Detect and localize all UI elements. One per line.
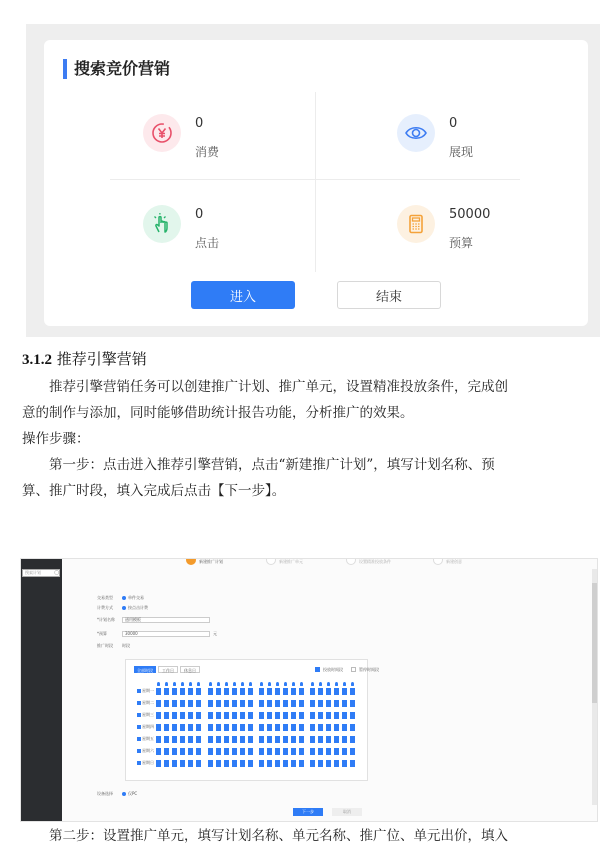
hour-cell[interactable]	[334, 688, 339, 695]
hour-cell[interactable]	[318, 760, 323, 767]
hour-cell[interactable]	[342, 748, 347, 755]
step-1-label: 新建推广计划	[199, 559, 223, 564]
hour-cell[interactable]	[291, 748, 296, 755]
hour-bulb-icon	[276, 682, 279, 686]
schedule-grid	[125, 659, 379, 781]
hour-cell[interactable]	[216, 724, 221, 731]
hour-bulb-icon	[173, 682, 176, 686]
hour-cell[interactable]	[224, 760, 229, 767]
hour-cell[interactable]	[342, 724, 347, 731]
hour-cell[interactable]	[291, 760, 296, 767]
hour-cell[interactable]	[283, 688, 288, 695]
hour-cell[interactable]	[216, 688, 221, 695]
hour-cell[interactable]	[310, 688, 315, 695]
hour-cell[interactable]	[334, 736, 339, 743]
hour-cell[interactable]	[164, 748, 169, 755]
hour-cell[interactable]	[196, 760, 201, 767]
eye-icon	[397, 114, 435, 152]
hour-cell[interactable]	[342, 688, 347, 695]
hour-cell[interactable]	[196, 724, 201, 731]
hour-cell[interactable]	[326, 688, 331, 695]
step-3-dot	[346, 558, 356, 565]
step1-line1: 第一步：点击进入推荐引擎营销，点击“新建推广计划”，填写计划名称、预	[49, 457, 495, 473]
hour-bulb-icon	[311, 682, 314, 686]
hour-cell[interactable]	[318, 688, 323, 695]
search-icon[interactable]: ○	[54, 569, 60, 576]
device-label: 设备选择	[97, 791, 113, 796]
day-checkbox[interactable]	[137, 713, 141, 717]
hour-cell[interactable]	[164, 760, 169, 767]
hour-bulb-icon	[217, 682, 220, 686]
hour-cell[interactable]	[240, 700, 245, 707]
budget-label: *预算	[97, 631, 107, 636]
hour-cell[interactable]	[275, 748, 280, 755]
horizontal-divider	[110, 179, 520, 180]
hour-cell[interactable]	[267, 736, 272, 743]
clicks-label: 点击	[195, 236, 220, 250]
hour-bulb-icon	[249, 682, 252, 686]
end-button[interactable]: 结束	[337, 281, 441, 309]
hour-cell[interactable]	[232, 760, 237, 767]
hour-cell[interactable]	[299, 748, 304, 755]
hour-cell[interactable]	[172, 736, 177, 743]
hour-cell[interactable]	[240, 724, 245, 731]
hour-cell[interactable]	[334, 724, 339, 731]
hour-cell[interactable]	[291, 712, 296, 719]
hour-cell[interactable]	[164, 688, 169, 695]
hour-cell[interactable]	[326, 700, 331, 707]
hour-cell[interactable]	[350, 760, 355, 767]
enter-button[interactable]: 进入	[191, 281, 295, 309]
hour-bulb-icon	[268, 682, 271, 686]
hour-bulb-icon	[343, 682, 346, 686]
hour-cell[interactable]	[196, 736, 201, 743]
budget-label: 预算	[449, 236, 474, 250]
hour-cell[interactable]	[224, 700, 229, 707]
hour-cell[interactable]	[299, 724, 304, 731]
hour-cell[interactable]	[164, 724, 169, 731]
hour-bulb-icon	[284, 682, 287, 686]
steps-label: 操作步骤：	[22, 431, 90, 447]
hour-cell[interactable]	[172, 700, 177, 707]
hour-cell[interactable]	[275, 736, 280, 743]
hour-cell[interactable]	[350, 688, 355, 695]
budget-value: 50000	[449, 207, 491, 222]
hour-cell[interactable]	[326, 736, 331, 743]
hour-cell[interactable]	[196, 688, 201, 695]
sidebar	[21, 559, 62, 822]
hour-cell[interactable]	[240, 736, 245, 743]
hour-cell[interactable]	[350, 748, 355, 755]
hour-cell[interactable]	[318, 748, 323, 755]
trade-type-radio[interactable]	[122, 596, 126, 600]
plan-name-input[interactable]: 通用模板	[122, 617, 210, 623]
hour-cell[interactable]	[259, 760, 264, 767]
hour-cell[interactable]	[156, 688, 161, 695]
budget-unit: 元	[213, 631, 217, 636]
hour-cell[interactable]	[275, 724, 280, 731]
trade-type-value: 单件交易	[128, 595, 144, 600]
search-bidding-card	[44, 40, 588, 326]
hour-cell[interactable]	[232, 700, 237, 707]
hour-cell[interactable]	[208, 760, 213, 767]
hour-cell[interactable]	[299, 736, 304, 743]
hour-cell[interactable]	[224, 736, 229, 743]
hour-cell[interactable]	[326, 712, 331, 719]
hour-cell[interactable]	[326, 760, 331, 767]
hour-cell[interactable]	[342, 712, 347, 719]
hour-cell[interactable]	[188, 700, 193, 707]
hour-cell[interactable]	[275, 688, 280, 695]
hour-cell[interactable]	[232, 748, 237, 755]
hour-cell[interactable]	[240, 760, 245, 767]
hour-cell[interactable]	[196, 748, 201, 755]
section-heading	[22, 349, 147, 370]
hour-cell[interactable]	[267, 700, 272, 707]
hour-bulb-icon	[292, 682, 295, 686]
hour-bulb-icon	[327, 682, 330, 686]
hand-icon	[143, 205, 181, 243]
hour-cell[interactable]	[232, 688, 237, 695]
hour-cell[interactable]	[334, 748, 339, 755]
legend-off-label: 暂停时间段	[359, 667, 379, 672]
day-label: 星期五	[142, 736, 154, 741]
hour-cell[interactable]	[299, 760, 304, 767]
hour-cell[interactable]	[299, 712, 304, 719]
hour-cell[interactable]	[291, 736, 296, 743]
hour-cell[interactable]	[350, 700, 355, 707]
billing-radio[interactable]	[122, 606, 126, 610]
step-1-dot	[186, 558, 196, 565]
hour-cell[interactable]	[232, 724, 237, 731]
hour-cell[interactable]	[240, 688, 245, 695]
hour-cell[interactable]	[283, 748, 288, 755]
hour-cell[interactable]	[310, 700, 315, 707]
hour-cell[interactable]	[224, 712, 229, 719]
cancel-button[interactable]: 取消	[332, 808, 362, 816]
hour-cell[interactable]	[299, 700, 304, 707]
hour-cell[interactable]	[291, 688, 296, 695]
hour-cell[interactable]	[283, 760, 288, 767]
hour-bulb-icon	[209, 682, 212, 686]
hour-cell[interactable]	[259, 712, 264, 719]
day-label: 星期四	[142, 724, 154, 729]
hour-cell[interactable]	[180, 724, 185, 731]
hour-bulb-icon	[181, 682, 184, 686]
day-label: 星期日	[142, 760, 154, 765]
hour-cell[interactable]	[156, 760, 161, 767]
hour-cell[interactable]	[310, 760, 315, 767]
vertical-divider	[315, 92, 316, 272]
hour-cell[interactable]	[172, 748, 177, 755]
step2-line1: 第二步：设置推广单元，填写计划名称、单元名称、推广位、单元出价，填入	[49, 828, 508, 844]
hour-bulb-icon	[165, 682, 168, 686]
spend-label: 消费	[195, 145, 220, 159]
hour-bulb-icon	[300, 682, 303, 686]
hour-cell[interactable]	[259, 736, 264, 743]
hour-cell[interactable]	[248, 760, 253, 767]
hour-cell[interactable]	[267, 688, 272, 695]
hour-cell[interactable]	[267, 760, 272, 767]
hour-cell[interactable]	[267, 748, 272, 755]
step-4-label: 新建创意	[446, 559, 462, 564]
hour-cell[interactable]	[180, 748, 185, 755]
hour-cell[interactable]	[259, 748, 264, 755]
hour-cell[interactable]	[156, 712, 161, 719]
hour-cell[interactable]	[156, 724, 161, 731]
hour-cell[interactable]	[188, 760, 193, 767]
hour-cell[interactable]	[342, 736, 347, 743]
legend-on-label: 投放时间段	[323, 667, 343, 672]
hour-cell[interactable]	[196, 700, 201, 707]
impressions-label: 展现	[449, 145, 474, 159]
hour-cell[interactable]	[172, 760, 177, 767]
hour-cell[interactable]	[208, 688, 213, 695]
hour-cell[interactable]	[208, 736, 213, 743]
hour-bulb-icon	[319, 682, 322, 686]
hour-cell[interactable]	[350, 712, 355, 719]
impressions-value: 0	[449, 116, 458, 131]
hour-cell[interactable]	[248, 700, 253, 707]
day-label: 星期六	[142, 748, 154, 753]
budget-icon	[397, 205, 435, 243]
hour-cell[interactable]	[180, 760, 185, 767]
hour-cell[interactable]	[248, 724, 253, 731]
hour-cell[interactable]	[318, 700, 323, 707]
section-title: 推荐引擎营销	[52, 350, 147, 368]
budget-input[interactable]: 30000	[122, 631, 210, 637]
hour-cell[interactable]	[275, 712, 280, 719]
section-number: 3.1.2	[22, 352, 52, 368]
hour-cell[interactable]	[188, 748, 193, 755]
hour-cell[interactable]	[334, 760, 339, 767]
title-accent-bar	[63, 59, 67, 79]
day-label: 星期一	[142, 688, 154, 693]
hour-bulb-icon	[197, 682, 200, 686]
hour-cell[interactable]	[180, 736, 185, 743]
hour-cell[interactable]	[232, 712, 237, 719]
legend-off-swatch	[351, 667, 356, 672]
hour-cell[interactable]	[299, 688, 304, 695]
hour-cell[interactable]	[291, 724, 296, 731]
search-input[interactable]: 搜索计划	[22, 569, 60, 577]
hour-bulb-icon	[260, 682, 263, 686]
yen-icon	[143, 114, 181, 152]
hour-cell[interactable]	[283, 700, 288, 707]
hour-cell[interactable]	[291, 700, 296, 707]
hour-cell[interactable]	[156, 748, 161, 755]
intro-paragraph-line1: 推荐引擎营销任务可以创建推广计划、推广单元，设置精准投放条件，完成创	[49, 379, 508, 395]
hour-cell[interactable]	[318, 712, 323, 719]
scrollbar-thumb[interactable]	[592, 583, 597, 703]
hour-cell[interactable]	[224, 724, 229, 731]
tab-weekday[interactable]: 工作日	[158, 666, 178, 673]
hour-cell[interactable]	[188, 736, 193, 743]
hour-cell[interactable]	[248, 748, 253, 755]
hour-cell[interactable]	[275, 760, 280, 767]
day-checkbox[interactable]	[137, 689, 141, 693]
hour-bulb-icon	[225, 682, 228, 686]
hour-cell[interactable]	[310, 736, 315, 743]
hour-cell[interactable]	[164, 700, 169, 707]
hour-cell[interactable]	[334, 700, 339, 707]
hour-cell[interactable]	[224, 748, 229, 755]
hour-cell[interactable]	[232, 736, 237, 743]
trade-type-label: 交易类型	[97, 595, 113, 600]
hour-bulb-icon	[241, 682, 244, 686]
step-2-label: 新建推广单元	[279, 559, 303, 564]
next-step-button[interactable]: 下一步	[293, 808, 323, 816]
hour-cell[interactable]	[208, 700, 213, 707]
hour-cell[interactable]	[318, 724, 323, 731]
hour-cell[interactable]	[342, 700, 347, 707]
hour-cell[interactable]	[283, 724, 288, 731]
hour-cell[interactable]	[267, 724, 272, 731]
hour-cell[interactable]	[164, 712, 169, 719]
device-value: 仅PC	[128, 791, 138, 796]
billing-value: 按点击计费	[128, 605, 148, 610]
device-radio[interactable]	[122, 792, 126, 796]
step1-line2: 算、推广时段，填入完成后点击【下一步】。	[22, 483, 286, 499]
hour-bulb-icon	[335, 682, 338, 686]
tab-all[interactable]: 全部时段	[134, 666, 156, 673]
hour-cell[interactable]	[208, 712, 213, 719]
hour-cell[interactable]	[172, 724, 177, 731]
hour-cell[interactable]	[156, 736, 161, 743]
step-4-dot	[433, 558, 443, 565]
hour-cell[interactable]	[188, 724, 193, 731]
hour-cell[interactable]	[208, 748, 213, 755]
hour-bulb-icon	[157, 682, 160, 686]
hour-cell[interactable]	[172, 712, 177, 719]
hour-cell[interactable]	[240, 748, 245, 755]
hour-cell[interactable]	[188, 688, 193, 695]
day-label: 星期三	[142, 712, 154, 717]
hour-cell[interactable]	[275, 700, 280, 707]
day-label: 星期二	[142, 700, 154, 705]
hour-cell[interactable]	[240, 712, 245, 719]
hour-cell[interactable]	[156, 700, 161, 707]
hour-cell[interactable]	[326, 724, 331, 731]
plan-name-label: *计划名称	[97, 617, 115, 622]
hour-cell[interactable]	[326, 748, 331, 755]
hour-cell[interactable]	[342, 760, 347, 767]
day-checkbox[interactable]	[137, 701, 141, 705]
hour-cell[interactable]	[318, 736, 323, 743]
hour-cell[interactable]	[180, 700, 185, 707]
hour-cell[interactable]	[350, 724, 355, 731]
hour-cell[interactable]	[180, 688, 185, 695]
day-checkbox[interactable]	[137, 725, 141, 729]
hour-cell[interactable]	[164, 736, 169, 743]
day-checkbox[interactable]	[137, 749, 141, 753]
tab-weekend[interactable]: 休息日	[180, 666, 200, 673]
day-checkbox[interactable]	[137, 737, 141, 741]
clicks-value: 0	[195, 207, 204, 222]
time-label: 推广时段	[97, 643, 113, 648]
hour-cell[interactable]	[259, 700, 264, 707]
hour-cell[interactable]	[334, 712, 339, 719]
hour-cell[interactable]	[283, 736, 288, 743]
hour-cell[interactable]	[310, 712, 315, 719]
hour-cell[interactable]	[216, 736, 221, 743]
hour-cell[interactable]	[216, 760, 221, 767]
step-2-dot	[266, 558, 276, 565]
hour-cell[interactable]	[196, 712, 201, 719]
hour-cell[interactable]	[350, 736, 355, 743]
hour-cell[interactable]	[172, 688, 177, 695]
plan-creation-screenshot	[20, 558, 598, 822]
hour-cell[interactable]	[216, 712, 221, 719]
hour-cell[interactable]	[180, 712, 185, 719]
hour-cell[interactable]	[188, 712, 193, 719]
hour-cell[interactable]	[267, 712, 272, 719]
hour-cell[interactable]	[248, 688, 253, 695]
legend-on-swatch	[315, 667, 320, 672]
hour-cell[interactable]	[283, 712, 288, 719]
hour-cell[interactable]	[216, 700, 221, 707]
day-checkbox[interactable]	[137, 761, 141, 765]
hour-bulb-icon	[189, 682, 192, 686]
time-value: 时段	[122, 643, 130, 648]
intro-paragraph-line2: 意的制作与添加，同时能够借助统计报告功能，分析推广的效果。	[22, 405, 414, 421]
hour-bulb-icon	[351, 682, 354, 686]
hour-cell[interactable]	[208, 724, 213, 731]
hour-cell[interactable]	[310, 748, 315, 755]
hour-cell[interactable]	[216, 748, 221, 755]
spend-value: 0	[195, 116, 204, 131]
hour-cell[interactable]	[248, 712, 253, 719]
hour-cell[interactable]	[259, 724, 264, 731]
card-title: 搜索竞价营销	[74, 59, 171, 78]
hour-cell[interactable]	[248, 736, 253, 743]
step-3-label: 设置精准投放条件	[359, 559, 391, 564]
hour-bulb-icon	[233, 682, 236, 686]
billing-label: 计费方式	[97, 605, 113, 610]
hour-cell[interactable]	[310, 724, 315, 731]
hour-cell[interactable]	[259, 688, 264, 695]
hour-cell[interactable]	[224, 688, 229, 695]
